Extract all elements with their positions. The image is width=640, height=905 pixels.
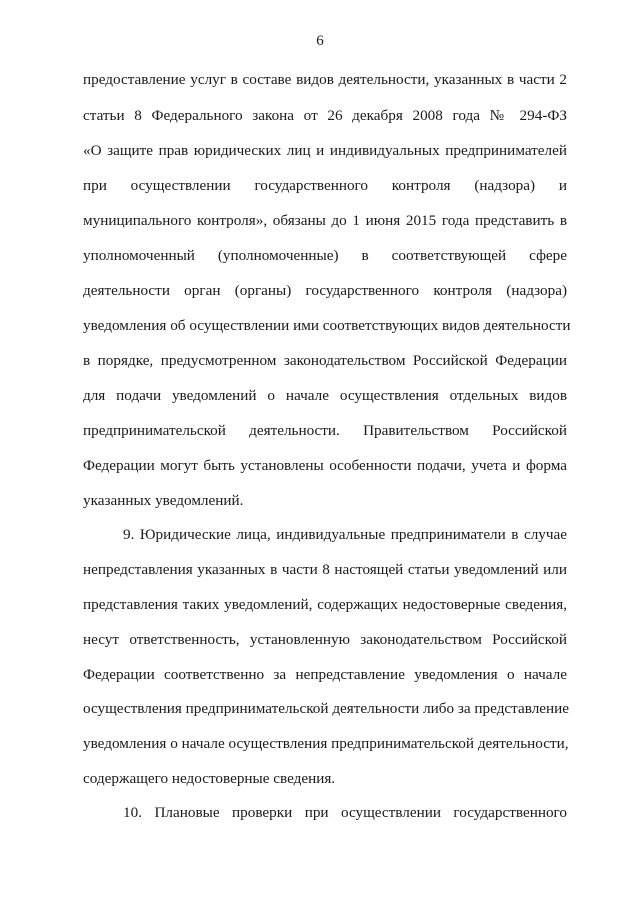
- text-line: статьи 8 Федерального закона от 26 декабря 2008 года № 294-ФЗ: [83, 107, 567, 124]
- text-line: предоставление услуг в составе видов деятельности, указанных в части 2: [83, 71, 567, 88]
- text-line: представления таких уведомлений, содержащих недостоверные сведения,: [83, 596, 567, 613]
- page-number: 6: [316, 33, 324, 49]
- text-line: деятельности орган (органы) государственного контроля (надзора): [83, 282, 567, 299]
- text-line: для подачи уведомлений о начале осуществления отдельных видов: [83, 387, 567, 404]
- text-line: содержащего недостоверные сведения.: [83, 770, 336, 787]
- text-line: уведомления об осуществлении ими соответствующих видов деятельности: [83, 317, 571, 334]
- text-line: уполномоченный (уполномоченные) в соответствующей сфере: [83, 247, 567, 264]
- text-line: «О защите прав юридических лиц и индивидуальных предпринимателей: [83, 142, 567, 159]
- text-line: 9. Юридические лица, индивидуальные предприниматели в случае: [123, 526, 567, 543]
- text-line: несут ответственность, установленную законодательством Российской: [83, 631, 567, 648]
- text-line: уведомления о начале осуществления предпринимательской деятельности,: [83, 735, 569, 752]
- text-line: непредставления указанных в части 8 настоящей статьи уведомлений или: [83, 561, 567, 578]
- text-line: 10. Плановые проверки при осуществлении государственного: [123, 804, 567, 821]
- text-line: в порядке, предусмотренном законодательством Российской Федерации: [83, 352, 567, 369]
- text-line: муниципального контроля», обязаны до 1 июня 2015 года представить в: [83, 212, 567, 229]
- text-line: указанных уведомлений.: [83, 492, 244, 509]
- text-line: осуществления предпринимательской деятельности либо за представление: [83, 700, 570, 717]
- text-line: предпринимательской деятельности. Правительством Российской: [83, 422, 567, 439]
- text-line: Федерации соответственно за непредставление уведомления о начале: [83, 666, 567, 683]
- text-line: при осуществлении государственного контроля (надзора) и: [83, 177, 567, 194]
- text-line: Федерации могут быть установлены особенности подачи, учета и форма: [83, 457, 567, 474]
